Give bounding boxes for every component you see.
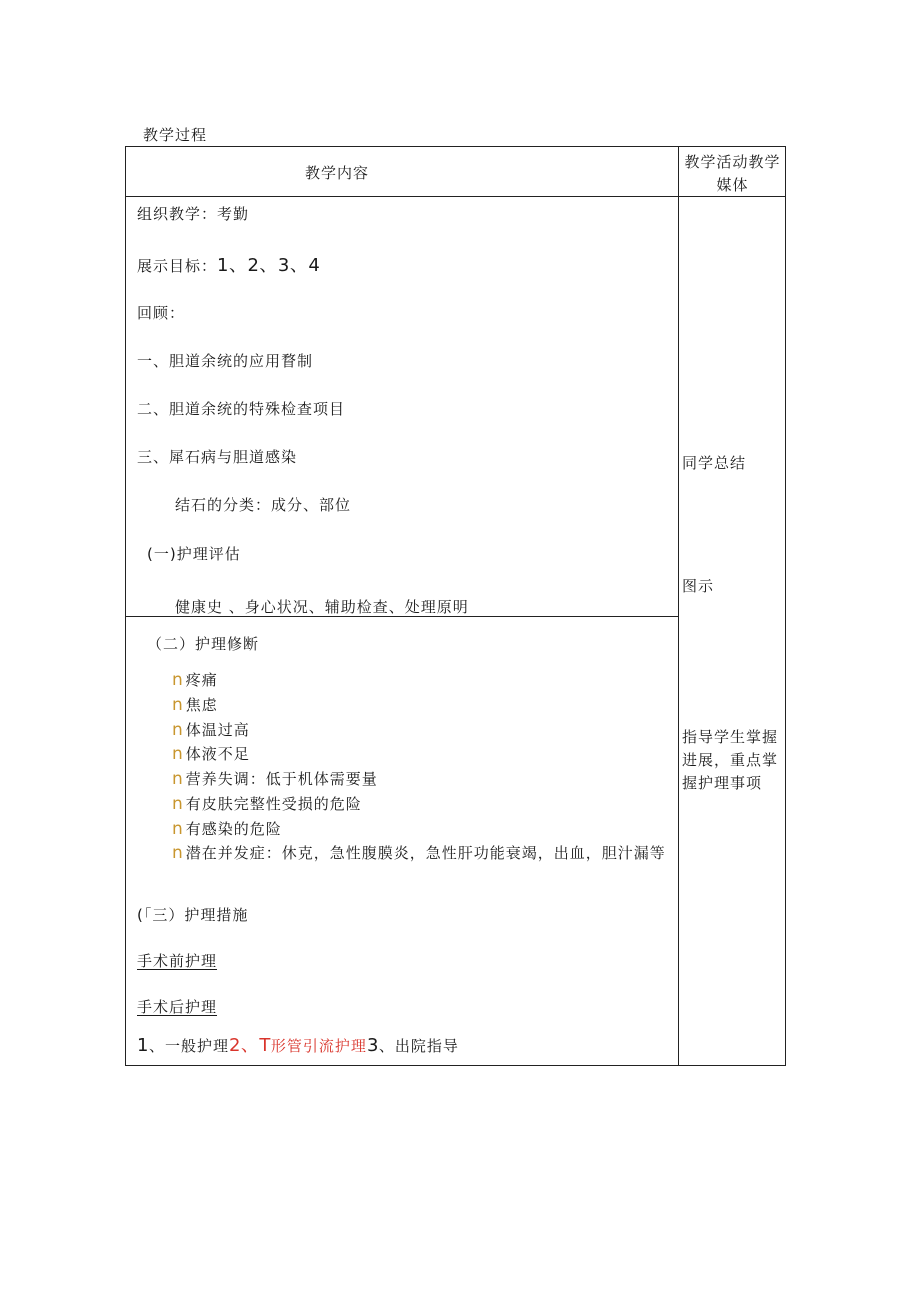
bullet-icon: n — [172, 720, 184, 740]
bullet-icon: n — [172, 769, 184, 789]
line-sub3: (「三）护理措施 — [137, 906, 249, 924]
line-goals: 展示目标：1、2、3、4 — [137, 255, 321, 276]
line-stone-class: 结石的分类：成分、部位 — [175, 496, 352, 514]
bullet-icon: n — [172, 695, 184, 715]
bullet-icon: n — [172, 670, 184, 690]
section-title: 教学过程 — [143, 126, 208, 144]
diagnosis-item: n 体液不足 — [172, 744, 250, 764]
header-content: 教学内容 — [305, 164, 370, 182]
diagnosis-item: n 有感染的危险 — [172, 819, 282, 839]
diagnosis-item: n 疼痛 — [172, 670, 218, 690]
line-item3: 三、犀石病与胆道感染 — [137, 448, 298, 466]
line-organize: 组织教学：考勤 — [137, 205, 250, 223]
diagnosis-item: n 营养失调：低于机体需要量 — [172, 769, 378, 789]
diagnosis-item: n 有皮肤完整性受损的危险 — [172, 794, 362, 814]
activity-summary: 同学总结 — [682, 454, 747, 472]
diagnosis-item: n 焦虑 — [172, 695, 218, 715]
bullet-icon: n — [172, 794, 184, 814]
line-post-op: 手术后护理 — [137, 998, 218, 1016]
teaching-process-table — [125, 146, 786, 1066]
line-review: 回顾： — [137, 304, 186, 322]
line-sub1-detail: 健康史 、身心状况、辅助检查、处理原明 — [175, 598, 469, 616]
line-final: 1、一般护理2、T形管引流护理3、出院指导 — [137, 1035, 459, 1056]
column-divider — [678, 147, 679, 1065]
activity-diagram: 图示 — [682, 577, 715, 595]
line-sub1: (一)护理评估 — [147, 545, 241, 563]
line-item1: 一、胆道余统的应用瞀制 — [137, 352, 314, 370]
bullet-icon: n — [172, 843, 184, 863]
header-activity: 教学活动教学媒体 — [684, 153, 781, 194]
diagnosis-item: n 潜在并发症：休克，急性腹膜炎，急性肝功能衰竭，出血，胆汁漏等 — [172, 843, 666, 863]
bullet-icon: n — [172, 819, 184, 839]
line-sub2: （二）护理修断 — [147, 635, 260, 653]
bullet-icon: n — [172, 744, 184, 764]
line-item2: 二、胆道余统的特殊检查项目 — [137, 400, 346, 418]
activity-guide: 指导学生掌握进展，重点掌握护理事项 — [682, 728, 779, 792]
line-pre-op: 手术前护理 — [137, 952, 218, 970]
diagnosis-item: n 体温过高 — [172, 720, 250, 740]
